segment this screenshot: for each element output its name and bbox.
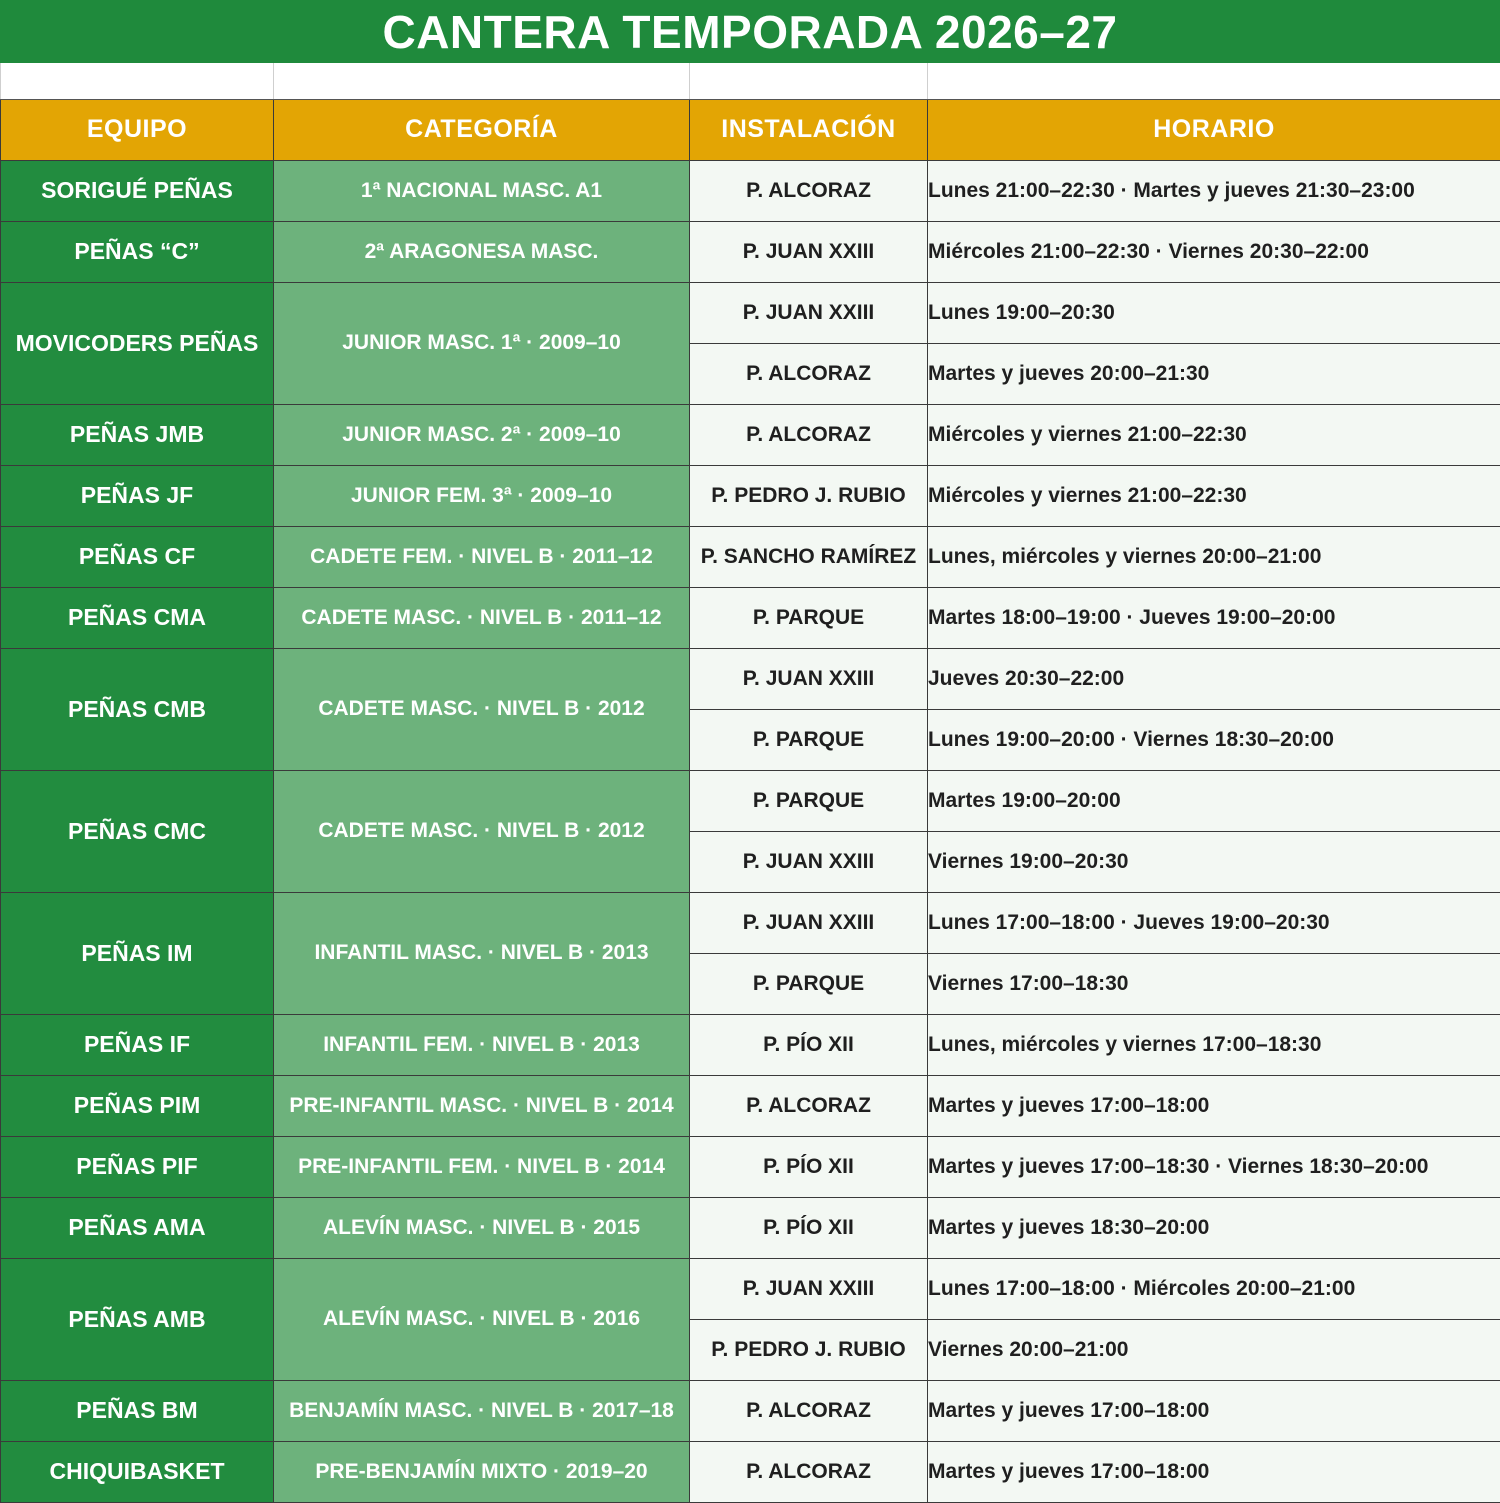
team-category: 1ª NACIONAL MASC. A1 bbox=[274, 160, 690, 221]
schedule-cell: Martes 19:00–20:00 bbox=[928, 770, 1500, 831]
schedule-cell: Miércoles 21:00–22:30 · Viernes 20:30–22:00 bbox=[928, 221, 1500, 282]
header-schedule: HORARIO bbox=[928, 99, 1500, 160]
team-category: BENJAMÍN MASC. · NIVEL B · 2017–18 bbox=[274, 1380, 690, 1441]
header-category: CATEGORÍA bbox=[274, 99, 690, 160]
header-team: EQUIPO bbox=[1, 99, 274, 160]
spacer-cell bbox=[690, 63, 928, 99]
schedule-cell: Martes y jueves 17:00–18:00 bbox=[928, 1441, 1500, 1502]
table-row bbox=[1, 1380, 1500, 1441]
schedule-cell: Jueves 20:30–22:00 bbox=[928, 648, 1500, 709]
team-name: PEÑAS CF bbox=[1, 526, 274, 587]
spacer-row bbox=[1, 63, 1500, 99]
venue-cell: P. ALCORAZ bbox=[690, 1380, 928, 1441]
table-row bbox=[1, 404, 1500, 465]
venue-cell: P. PEDRO J. RUBIO bbox=[690, 465, 928, 526]
venue-cell: P. JUAN XXIII bbox=[690, 892, 928, 953]
table-row bbox=[1, 587, 1500, 648]
team-category: CADETE FEM. · NIVEL B · 2011–12 bbox=[274, 526, 690, 587]
venue-cell: P. JUAN XXIII bbox=[690, 648, 928, 709]
header-row bbox=[1, 99, 1500, 160]
venue-cell: P. PARQUE bbox=[690, 953, 928, 1014]
venue-cell: P. ALCORAZ bbox=[690, 343, 928, 404]
schedule-cell: Martes y jueves 17:00–18:30 · Viernes 18:30–20:00 bbox=[928, 1136, 1500, 1197]
schedule-cell: Lunes 17:00–18:00 · Jueves 19:00–20:30 bbox=[928, 892, 1500, 953]
venue-cell: P. JUAN XXIII bbox=[690, 831, 928, 892]
venue-cell: P. PEDRO J. RUBIO bbox=[690, 1319, 928, 1380]
venue-cell: P. PÍO XII bbox=[690, 1197, 928, 1258]
schedule-cell: Lunes 17:00–18:00 · Miércoles 20:00–21:00 bbox=[928, 1258, 1500, 1319]
team-category: PRE-BENJAMÍN MIXTO · 2019–20 bbox=[274, 1441, 690, 1502]
schedule-cell: Viernes 17:00–18:30 bbox=[928, 953, 1500, 1014]
team-name: PEÑAS CMA bbox=[1, 587, 274, 648]
team-category: CADETE MASC. · NIVEL B · 2012 bbox=[274, 648, 690, 770]
team-name: PEÑAS AMB bbox=[1, 1258, 274, 1380]
table-row bbox=[1, 282, 1500, 343]
team-name: SORIGUÉ PEÑAS bbox=[1, 160, 274, 221]
spacer-cell bbox=[274, 63, 690, 99]
team-name: PEÑAS BM bbox=[1, 1380, 274, 1441]
team-name: PEÑAS IM bbox=[1, 892, 274, 1014]
team-name: PEÑAS AMA bbox=[1, 1197, 274, 1258]
schedule-cell: Martes y jueves 17:00–18:00 bbox=[928, 1075, 1500, 1136]
page-title: CANTERA TEMPORADA 2026–27 bbox=[0, 0, 1500, 63]
team-name: MOVICODERS PEÑAS bbox=[1, 282, 274, 404]
schedule-cell: Lunes, miércoles y viernes 20:00–21:00 bbox=[928, 526, 1500, 587]
team-category: CADETE MASC. · NIVEL B · 2012 bbox=[274, 770, 690, 892]
team-name: PEÑAS CMB bbox=[1, 648, 274, 770]
table-row bbox=[1, 770, 1500, 831]
schedule-cell: Martes y jueves 17:00–18:00 bbox=[928, 1380, 1500, 1441]
table-row bbox=[1, 1258, 1500, 1319]
team-category: CADETE MASC. · NIVEL B · 2011–12 bbox=[274, 587, 690, 648]
schedule-cell: Lunes, miércoles y viernes 17:00–18:30 bbox=[928, 1014, 1500, 1075]
table-row bbox=[1, 1136, 1500, 1197]
team-name: PEÑAS JMB bbox=[1, 404, 274, 465]
venue-cell: P. ALCORAZ bbox=[690, 404, 928, 465]
venue-cell: P. PARQUE bbox=[690, 587, 928, 648]
table-row bbox=[1, 1197, 1500, 1258]
table-row bbox=[1, 1075, 1500, 1136]
venue-cell: P. JUAN XXIII bbox=[690, 1258, 928, 1319]
header-venue: INSTALACIÓN bbox=[690, 99, 928, 160]
venue-cell: P. ALCORAZ bbox=[690, 1075, 928, 1136]
table-row bbox=[1, 1014, 1500, 1075]
schedule-cell: Viernes 19:00–20:30 bbox=[928, 831, 1500, 892]
spacer-cell bbox=[928, 63, 1500, 99]
team-category: INFANTIL FEM. · NIVEL B · 2013 bbox=[274, 1014, 690, 1075]
venue-cell: P. PÍO XII bbox=[690, 1136, 928, 1197]
venue-cell: P. JUAN XXIII bbox=[690, 282, 928, 343]
table-row bbox=[1, 1441, 1500, 1502]
team-name: PEÑAS “C” bbox=[1, 221, 274, 282]
table-row bbox=[1, 221, 1500, 282]
schedule-cell: Martes 18:00–19:00 · Jueves 19:00–20:00 bbox=[928, 587, 1500, 648]
venue-cell: P. PÍO XII bbox=[690, 1014, 928, 1075]
schedule-cell: Lunes 19:00–20:00 · Viernes 18:30–20:00 bbox=[928, 709, 1500, 770]
team-category: ALEVÍN MASC. · NIVEL B · 2016 bbox=[274, 1258, 690, 1380]
team-category: JUNIOR MASC. 2ª · 2009–10 bbox=[274, 404, 690, 465]
schedule-cell: Miércoles y viernes 21:00–22:30 bbox=[928, 404, 1500, 465]
table-row bbox=[1, 892, 1500, 953]
venue-cell: P. JUAN XXIII bbox=[690, 221, 928, 282]
team-category: ALEVÍN MASC. · NIVEL B · 2015 bbox=[274, 1197, 690, 1258]
team-category: JUNIOR MASC. 1ª · 2009–10 bbox=[274, 282, 690, 404]
venue-cell: P. SANCHO RAMÍREZ bbox=[690, 526, 928, 587]
team-name: PEÑAS PIF bbox=[1, 1136, 274, 1197]
table-row bbox=[1, 160, 1500, 221]
venue-cell: P. ALCORAZ bbox=[690, 160, 928, 221]
team-name: PEÑAS IF bbox=[1, 1014, 274, 1075]
team-category: INFANTIL MASC. · NIVEL B · 2013 bbox=[274, 892, 690, 1014]
schedule-table bbox=[0, 63, 1500, 1503]
schedule-cell: Miércoles y viernes 21:00–22:30 bbox=[928, 465, 1500, 526]
team-category: JUNIOR FEM. 3ª · 2009–10 bbox=[274, 465, 690, 526]
schedule-cell: Lunes 19:00–20:30 bbox=[928, 282, 1500, 343]
team-name: CHIQUIBASKET bbox=[1, 1441, 274, 1502]
schedule-cell: Lunes 21:00–22:30 · Martes y jueves 21:30–23:00 bbox=[928, 160, 1500, 221]
table-row bbox=[1, 465, 1500, 526]
team-name: PEÑAS PIM bbox=[1, 1075, 274, 1136]
schedule-cell: Martes y jueves 18:30–20:00 bbox=[928, 1197, 1500, 1258]
spacer-cell bbox=[1, 63, 274, 99]
team-category: 2ª ARAGONESA MASC. bbox=[274, 221, 690, 282]
schedule-cell: Martes y jueves 20:00–21:30 bbox=[928, 343, 1500, 404]
team-category: PRE-INFANTIL MASC. · NIVEL B · 2014 bbox=[274, 1075, 690, 1136]
schedule-cell: Viernes 20:00–21:00 bbox=[928, 1319, 1500, 1380]
table-row bbox=[1, 526, 1500, 587]
team-category: PRE-INFANTIL FEM. · NIVEL B · 2014 bbox=[274, 1136, 690, 1197]
table-row bbox=[1, 648, 1500, 709]
venue-cell: P. PARQUE bbox=[690, 709, 928, 770]
team-name: PEÑAS CMC bbox=[1, 770, 274, 892]
team-name: PEÑAS JF bbox=[1, 465, 274, 526]
venue-cell: P. PARQUE bbox=[690, 770, 928, 831]
venue-cell: P. ALCORAZ bbox=[690, 1441, 928, 1502]
